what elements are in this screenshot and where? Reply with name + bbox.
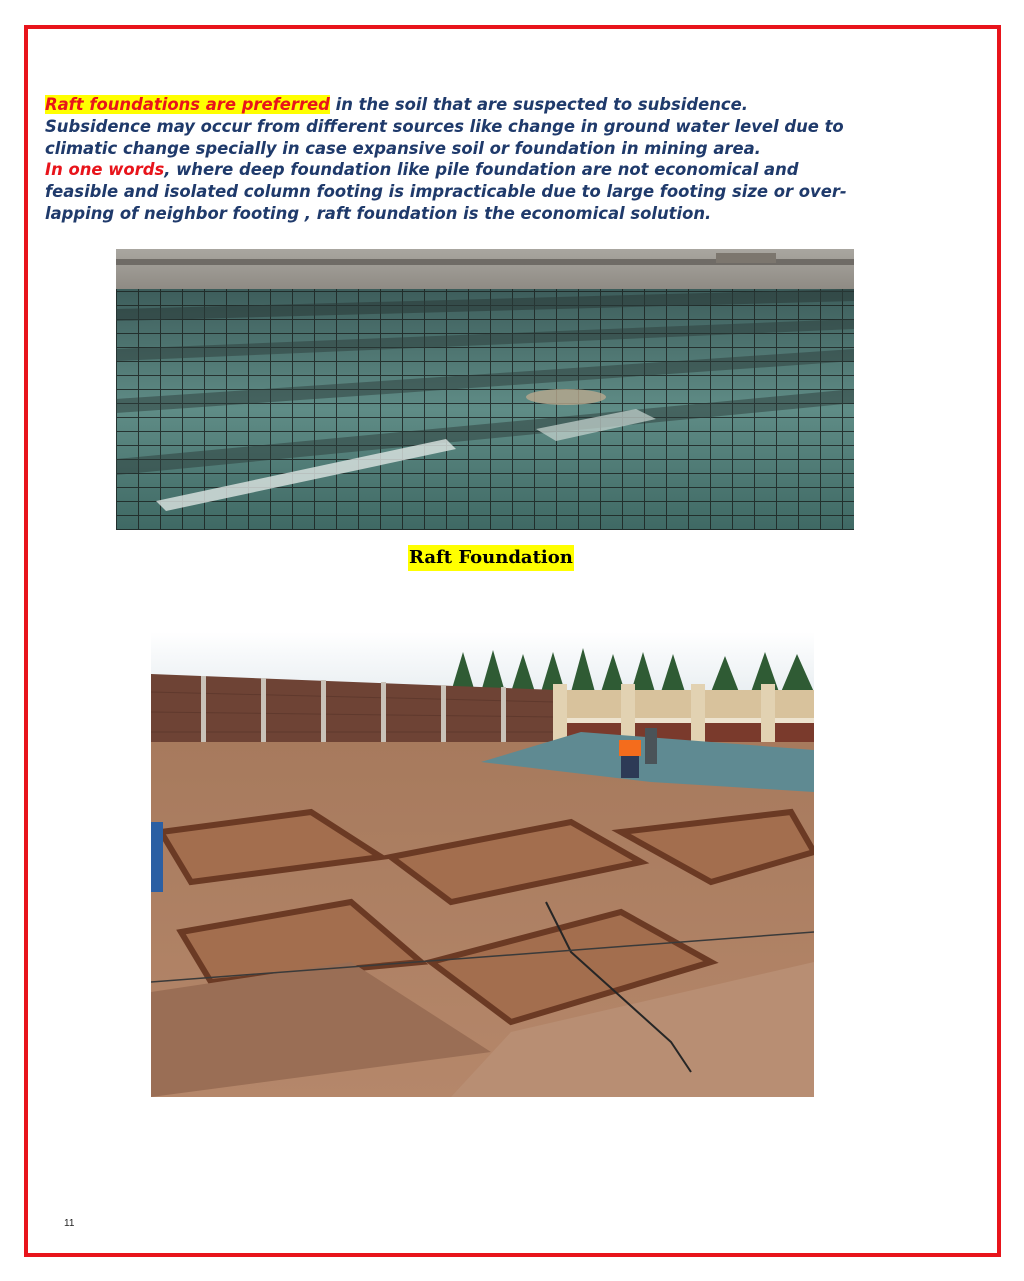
intro-line-5: feasible and isolated column footing is impracticable due to large footing size or over- [45, 182, 847, 202]
intro-line-2: Subsidence may occur from different sources like change in ground water level due to [45, 116, 844, 136]
page-number: 11 [64, 1218, 75, 1229]
emphasis-in-one-words: In one words [45, 160, 165, 180]
intro-line-3: climatic change specially in case expansive soil or foundation in mining area. [45, 138, 761, 158]
excavation-photo [151, 632, 814, 1097]
highlight-raft-preferred: Raft foundations are preferred [45, 95, 330, 114]
intro-line-6: lapping of neighbor footing , raft foundation is the economical solution. [45, 203, 712, 223]
intro-line-1 [45, 94, 945, 116]
intro-line-4 [45, 159, 945, 181]
photo-caption: Raft Foundation [408, 545, 574, 571]
intro-paragraph [45, 94, 945, 225]
raft-rebar-photo [116, 249, 854, 530]
intro-line-4-rest: , where deep foundation like pile foundation are not economical and [164, 160, 799, 180]
intro-line-1-rest: in the soil that are suspected to subsidence. [329, 95, 748, 114]
